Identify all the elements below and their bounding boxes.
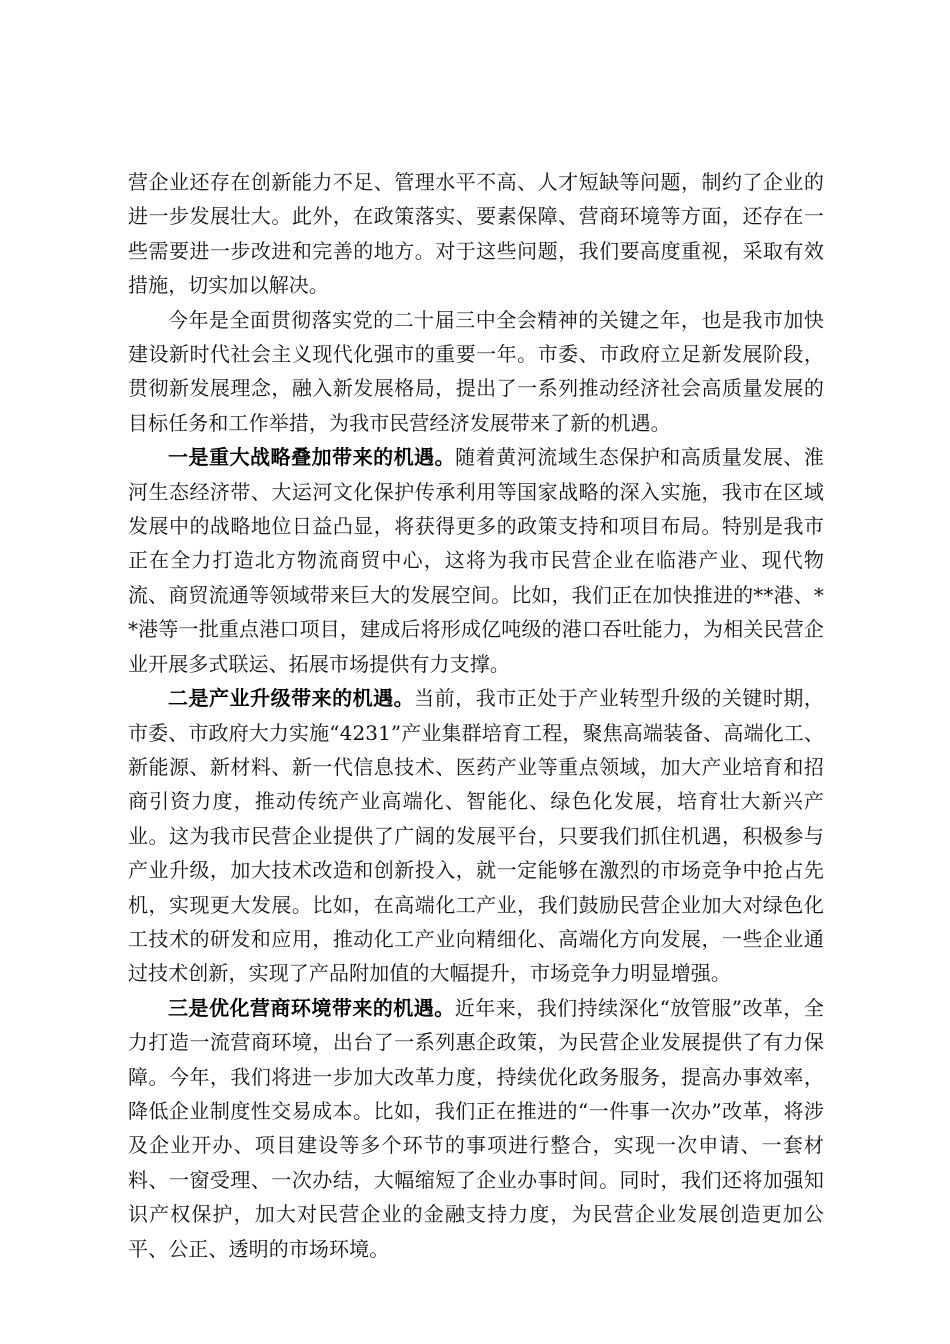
paragraph-text: 营企业还存在创新能力不足、管理水平不高、人才短缺等问题，制约了企业的进一步发展壮大。此外，在政策落实、要素保障、营商环境等方面，还存在一些需要进一步改进和完善的地方。对于这些问题，我们要高度重视，采取有效措施，切实加以解决。 [128,170,824,298]
paragraph-lead-heading: 一是重大战略叠加带来的机遇。 [168,445,456,470]
paragraph-opportunity-3 [128,991,824,1266]
paragraph-opportunity-1 [128,440,824,681]
paragraph-text: 近年来，我们持续深化“放管服”改革，全力打造一流营商环境，出台了一系列惠企政策，为民营企业发展提供了有力保障。今年，我们将进一步加大改革力度，持续优化政务服务，提高办事效率，降低企业制度性交易成本。比如，我们正在推进的“一件事一次办”改革，将涉及企业开办、项目建设等多个环节的事项进行整合，实现一次申请、一套材料、一窗受理、一次办结，大幅缩短了企业办事时间。同时，我们还将加强知识产权保护，加大对民营企业的金融支持力度，为民营企业发展创造更加公平、公正、透明的市场环境。 [128,995,824,1261]
paragraph-lead-heading: 二是产业升级带来的机遇。 [168,686,415,711]
paragraph-text: 当前，我市正处于产业转型升级的关键时期，市委、市政府大力实施“4231”产业集群培育工程，聚焦高端装备、高端化工、新能源、新材料、新一代信息技术、医药产业等重点领域，加大产业培育和招商引资力度，推动传统产业高端化、智能化、绿色化发展，培育壮大新兴产业。这为我市民营企业提供了广阔的发展平台，只要我们抓住机遇，积极参与产业升级，加大技术改造和创新投入，就一定能够在激烈的市场竞争中抢占先机，实现更大发展。比如，在高端化工产业，我们鼓励民营企业加大对绿色化工技术的研发和应用，推动化工产业向精细化、高端化方向发展，一些企业通过技术创新，实现了产品附加值的大幅提升，市场竞争力明显增强。 [128,686,824,986]
paragraph-lead-heading: 三是优化营商环境带来的机遇。 [168,995,455,1020]
paragraph-text: 随着黄河流域生态保护和高质量发展、淮河生态经济带、大运河文化保护传承利用等国家战略的深入实施，我市在区域发展中的战略地位日益凸显，将获得更多的政策支持和项目布局。特别是我市正在全力打造北方物流商贸中心，这将为我市民营企业在临港产业、现代物流、商贸流通等领域带来巨大的发展空间。比如，我们正在加快推进的**港、**港等一批重点港口项目，建成后将形成亿吨级的港口吞吐能力，为相关民营企业开展多式联运、拓展市场提供有力支撑。 [128,445,824,676]
paragraph-text: 今年是全面贯彻落实党的二十届三中全会精神的关键之年，也是我市加快建设新时代社会主义现代化强市的重要一年。市委、市政府立足新发展阶段，贯彻新发展理念，融入新发展格局，提出了一系列推动经济社会高质量发展的目标任务和工作举措，为我市民营经济发展带来了新的机遇。 [128,307,824,435]
paragraph-continued [128,165,824,303]
document-body [128,165,824,1266]
paragraph-intro [128,303,824,441]
paragraph-opportunity-2 [128,681,824,991]
